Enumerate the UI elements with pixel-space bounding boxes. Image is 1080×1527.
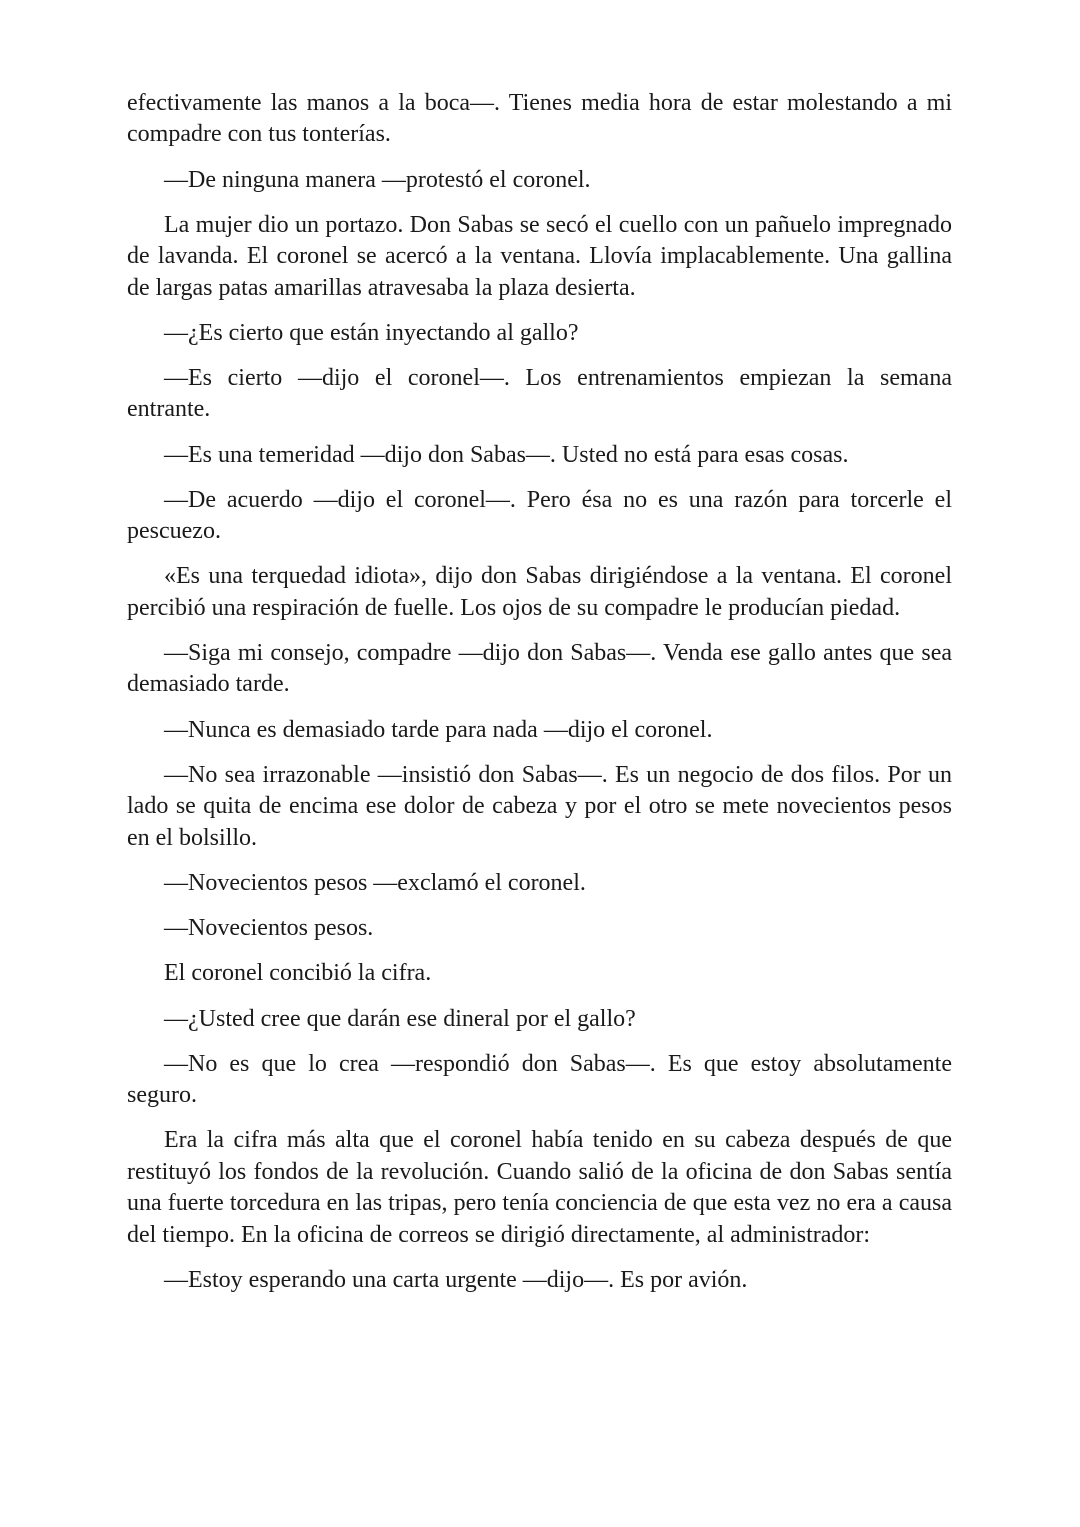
paragraph-18: —Estoy esperando una carta urgente —dijo—. Es por avión.	[164, 1266, 748, 1293]
document-page	[127, 88, 952, 1310]
paragraph-4: —¿Es cierto que están inyectando al gallo?	[164, 319, 579, 346]
paragraph-7: —De acuerdo —dijo el coronel—. Pero ésa no es una razón para torcerle el pescuezo.	[127, 486, 952, 545]
paragraph-10: —Nunca es demasiado tarde para nada —dijo el coronel.	[164, 716, 713, 743]
paragraph-3: La mujer dio un portazo. Don Sabas se secó el cuello con un pañuelo impregnado de lavanda. El coronel se acercó a la ventana. Llovía implacablemente. Una gallina de largas patas amarillas atravesaba la plaza desierta.	[127, 211, 952, 301]
paragraph-2: —De ninguna manera —protestó el coronel.	[164, 166, 591, 193]
paragraph-11: —No sea irrazonable —insistió don Sabas—. Es un negocio de dos filos. Por un lado se quita de encima ese dolor de cabeza y por el otro se mete novecientos pesos en el bolsillo.	[127, 761, 952, 851]
paragraph-6: —Es una temeridad —dijo don Sabas—. Usted no está para esas cosas.	[164, 441, 849, 468]
paragraph-14: El coronel concibió la cifra.	[164, 960, 432, 987]
paragraph-1: efectivamente las manos a la boca—. Tienes media hora de estar molestando a mi compadre con tus tonterías.	[127, 90, 952, 148]
paragraph-5: —Es cierto —dijo el coronel—. Los entrenamientos empiezan la semana entrante.	[127, 365, 952, 423]
paragraph-17: Era la cifra más alta que el coronel había tenido en su cabeza después de que restituyó los fondos de la revolución. Cuando salió de la oficina de don Sabas sentía una fuerte torcedura en las tripas, pero tenía conciencia de que esta vez no era a causa del tiempo. En la oficina de correos se dirigió directamente, al administrador:	[127, 1127, 952, 1248]
paragraph-12: —Novecientos pesos —exclamó el coronel.	[164, 869, 586, 896]
paragraph-9: —Siga mi consejo, compadre —dijo don Sabas—. Venda ese gallo antes que sea demasiado tarde.	[127, 640, 952, 698]
paragraph-13: —Novecientos pesos.	[164, 915, 374, 942]
paragraph-16: —No es que lo crea —respondió don Sabas—. Es que estoy absolutamente seguro.	[127, 1050, 952, 1109]
paragraph-8: «Es una terquedad idiota», dijo don Sabas dirigiéndose a la ventana. El coronel percibió una respiración de fuelle. Los ojos de su compadre le producían piedad.	[127, 563, 952, 621]
paragraph-15: —¿Usted cree que darán ese dineral por el gallo?	[164, 1005, 636, 1032]
